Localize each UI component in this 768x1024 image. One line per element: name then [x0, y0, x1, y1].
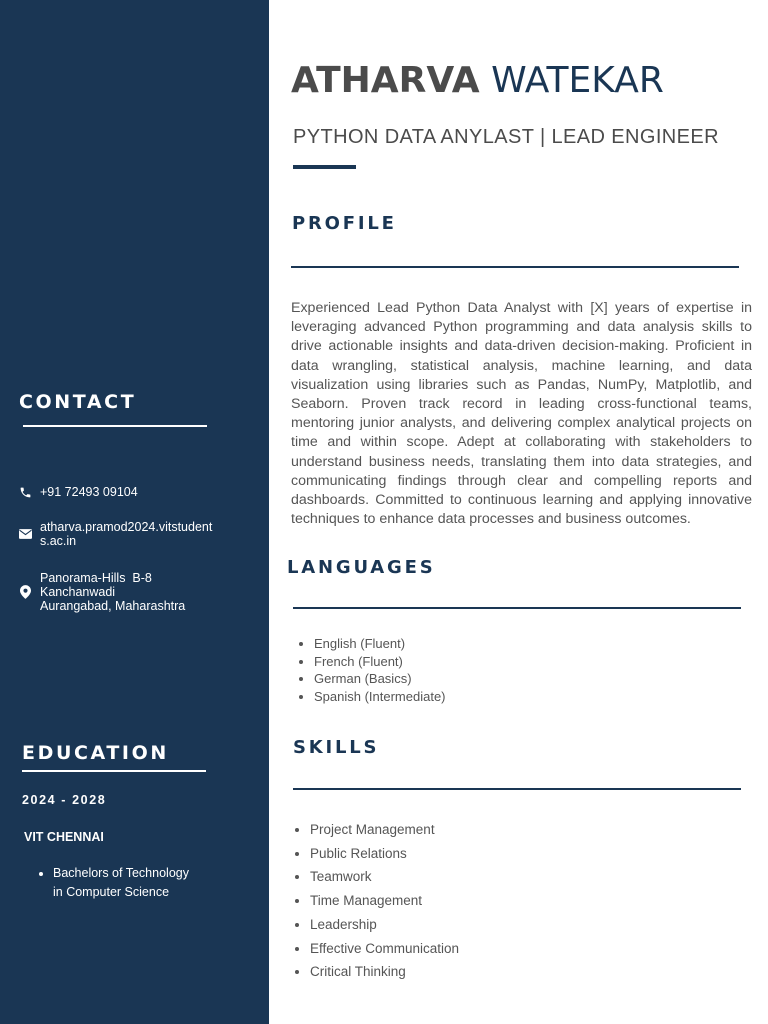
location-pin-icon	[18, 585, 32, 599]
education-heading: EDUCATION	[22, 742, 169, 764]
contact-phone	[18, 485, 138, 499]
skill-item: • Public Relations	[310, 842, 459, 866]
skill-item: • Leadership	[310, 913, 459, 937]
degree-line-1: Bachelors of Technology	[53, 866, 189, 880]
main-content	[269, 0, 768, 1024]
contact-divider	[23, 425, 207, 427]
languages-list	[296, 635, 446, 705]
contact-heading: CONTACT	[19, 391, 137, 413]
skills-heading: SKILLS	[293, 737, 380, 758]
profile-divider	[291, 266, 739, 268]
language-item: • German (Basics)	[314, 670, 446, 688]
address-line-3: Aurangabad, Maharashtra	[40, 599, 186, 613]
languages-heading: LANGUAGES	[287, 557, 436, 578]
contact-address	[18, 571, 233, 613]
skills-list	[292, 818, 459, 984]
education-degree-list	[36, 864, 228, 902]
education-school: VIT CHENNAI	[24, 830, 104, 844]
language-item: • English (Fluent)	[314, 635, 446, 653]
degree-line-2: in Computer Science	[53, 885, 170, 899]
language-item: • Spanish (Intermediate)	[314, 688, 446, 706]
phone-icon	[18, 485, 32, 499]
skill-item: • Effective Communication	[310, 937, 459, 961]
job-title: PYTHON DATA ANYLAST | LEAD ENGINEER	[293, 126, 719, 148]
skills-divider	[293, 788, 741, 790]
skill-item: • Project Management	[310, 818, 459, 842]
email-address	[40, 520, 212, 548]
title-underline	[293, 165, 356, 169]
full-name	[291, 60, 664, 101]
skill-item: • Teamwork	[310, 865, 459, 889]
address	[40, 571, 185, 613]
email-line-1: atharva.pramod2024.vitstudent	[40, 520, 213, 534]
contact-email	[18, 520, 233, 548]
education-degree	[53, 864, 228, 902]
mail-icon	[18, 527, 32, 541]
address-line-2: Kanchanwadi	[40, 585, 116, 599]
address-line-1: Panorama-Hills B-8	[40, 571, 152, 585]
languages-divider	[293, 607, 741, 609]
education-years: 2024 - 2028	[22, 793, 107, 807]
profile-text: Experienced Lead Python Data Analyst with [X] years of expertise in leveraging advanced Python programming and data analysis skills to drive actionable insights and data-driven decision-making. Proficient in data wrangling, statistical analysis, machine learning, and data visualization using libraries such as Pandas, NumPy, Matplotlib, and Seaborn. Proven track record in leading cross-functional teams, mentoring junior analysts, and delivering complex analytical projects on time and within scope. Adept at collaborating with stakeholders to understand business needs, translating them into data strategies, and communicating findings through clear and compelling reports and dashboards. Committed to continuous learning and applying innovative techniques to enhance data processes and business outcomes.	[291, 300, 752, 528]
sidebar	[0, 0, 269, 1024]
email-line-2: s.ac.in	[40, 534, 77, 548]
first-name: ATHARVA	[291, 60, 480, 101]
profile-heading: PROFILE	[292, 213, 397, 234]
phone-number: +91 72493 09104	[40, 485, 138, 499]
skill-item: • Critical Thinking	[310, 960, 459, 984]
language-item: • French (Fluent)	[314, 653, 446, 671]
skill-item: • Time Management	[310, 889, 459, 913]
education-divider	[22, 770, 206, 772]
last-name: WATEKAR	[491, 60, 664, 101]
